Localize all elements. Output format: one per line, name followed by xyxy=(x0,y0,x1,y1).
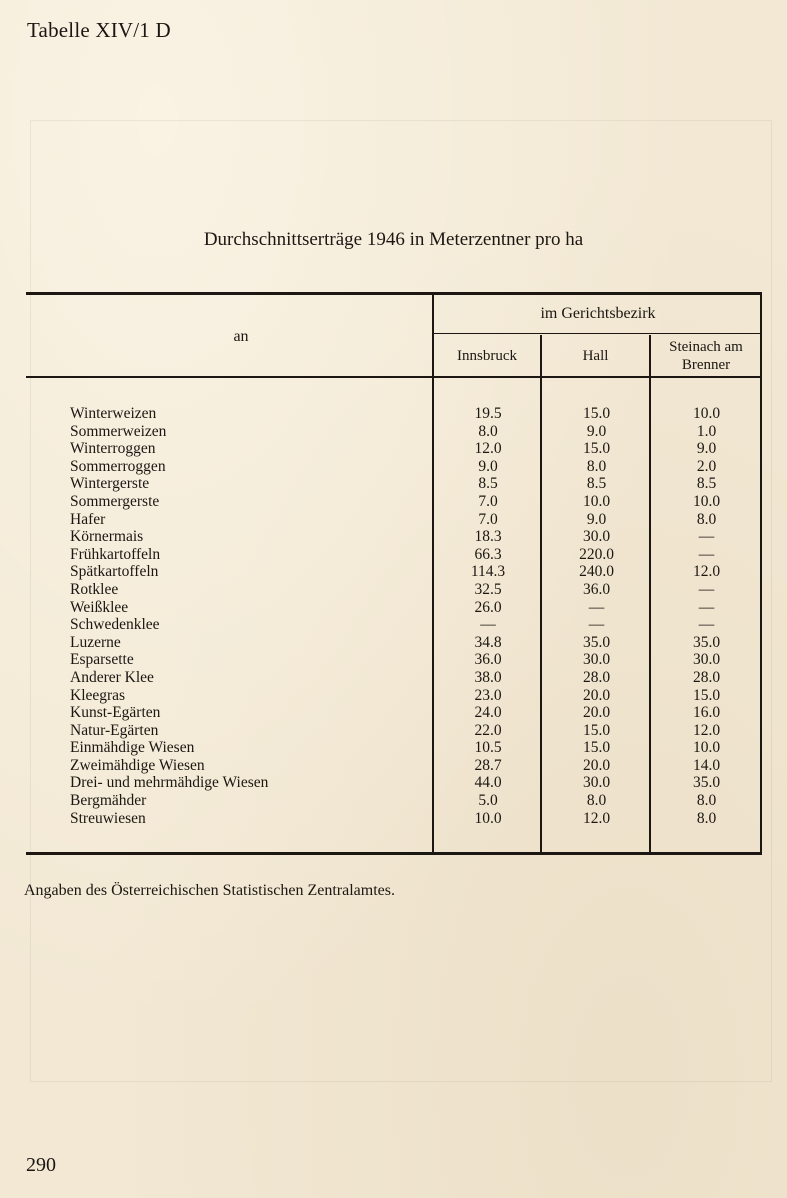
table-row xyxy=(26,722,762,740)
hall-value-cell: 240.0 xyxy=(579,563,614,581)
crop-name-cell: Frühkartoffeln xyxy=(70,545,161,563)
hall-value-cell: 30.0 xyxy=(582,774,611,792)
hall-value-cell: 20.0 xyxy=(582,686,611,704)
table-row xyxy=(26,651,762,669)
source-footnote: Angaben des Österreichischen Statistischen Zentralamtes. xyxy=(24,882,395,899)
table-row xyxy=(26,687,762,705)
page-number: 290 xyxy=(26,1154,56,1176)
table-row xyxy=(26,634,762,652)
innsbruck-value-cell: 26.0 xyxy=(474,598,502,616)
column-header-steinach: Steinach am Brenner xyxy=(669,339,743,373)
crop-name-cell: Esparsette xyxy=(70,651,134,669)
crop-name-cell: Zweimähdige Wiesen xyxy=(70,756,205,774)
innsbruck-value-cell: 18.3 xyxy=(474,528,502,546)
hall-value-cell: 9.0 xyxy=(586,422,607,440)
group-header-rule xyxy=(432,333,762,334)
hall-value-cell: — xyxy=(588,616,605,634)
steinach-value-cell: 1.0 xyxy=(696,422,717,440)
hall-value-cell: 20.0 xyxy=(582,756,611,774)
steinach-value-cell: 10.0 xyxy=(692,405,721,422)
innsbruck-value-cell: 22.0 xyxy=(474,721,502,739)
crop-name-cell: Körnermais xyxy=(70,528,144,546)
hall-value-cell: 30.0 xyxy=(582,651,611,669)
innsbruck-value-cell: 10.5 xyxy=(474,739,502,757)
steinach-value-cell: 12.0 xyxy=(692,563,721,581)
hall-value-cell: 10.0 xyxy=(582,492,611,510)
header-rule xyxy=(26,376,762,378)
crop-name-cell: Luzerne xyxy=(70,633,121,651)
table-row xyxy=(26,704,762,722)
crop-name-cell: Schwedenklee xyxy=(70,616,160,634)
hall-value-cell: 8.0 xyxy=(586,457,607,475)
innsbruck-value-cell: 5.0 xyxy=(478,792,498,810)
crop-name-cell: Rotklee xyxy=(70,580,119,598)
crop-name-cell: Weißklee xyxy=(70,598,129,616)
steinach-value-cell: 8.0 xyxy=(696,510,717,528)
steinach-value-cell: — xyxy=(698,580,715,598)
steinach-value-cell: 12.0 xyxy=(692,721,721,739)
crop-name-cell: Sommergerste xyxy=(70,492,160,510)
crop-name-cell: Anderer Klee xyxy=(70,668,154,686)
crop-name-cell: Sommerroggen xyxy=(70,457,166,475)
table-row xyxy=(26,581,762,599)
innsbruck-value-cell: 44.0 xyxy=(474,774,502,792)
steinach-value-cell: 35.0 xyxy=(692,633,721,651)
table-row xyxy=(26,599,762,617)
hall-value-cell: — xyxy=(588,598,605,616)
yield-table xyxy=(26,292,762,855)
hall-value-cell: 15.0 xyxy=(582,721,611,739)
steinach-value-cell: 10.0 xyxy=(692,739,721,757)
hall-value-cell: 36.0 xyxy=(582,580,611,598)
steinach-value-cell: — xyxy=(698,545,715,563)
crop-name-cell: Drei- und mehrmähdige Wiesen xyxy=(70,774,269,792)
innsbruck-value-cell: 114.3 xyxy=(470,563,506,581)
crop-name-cell: Einmähdige Wiesen xyxy=(70,739,195,757)
innsbruck-value-cell: 9.0 xyxy=(478,457,498,475)
crop-name-cell: Wintergerste xyxy=(70,475,150,493)
innsbruck-value-cell: 38.0 xyxy=(474,668,502,686)
innsbruck-value-cell: 66.3 xyxy=(474,545,502,563)
hall-value-cell: 9.0 xyxy=(586,510,607,528)
hall-value-cell: 15.0 xyxy=(582,440,611,458)
steinach-value-cell: 10.0 xyxy=(692,492,721,510)
hall-value-cell: 15.0 xyxy=(582,739,611,757)
crop-name-cell: Hafer xyxy=(70,510,106,528)
steinach-value-cell: 35.0 xyxy=(692,774,721,792)
steinach-value-cell: 28.0 xyxy=(692,668,721,686)
innsbruck-value-cell: 23.0 xyxy=(474,686,502,704)
crop-name-cell: Kleegras xyxy=(70,686,126,704)
table-row xyxy=(26,511,762,529)
steinach-value-cell: — xyxy=(698,616,715,634)
table-row xyxy=(26,757,762,775)
innsbruck-value-cell: 8.5 xyxy=(478,475,498,493)
crop-name-cell: Kunst-Egärten xyxy=(70,704,161,722)
hall-value-cell: 8.0 xyxy=(586,792,607,810)
table-row xyxy=(26,792,762,810)
table-row xyxy=(26,458,762,476)
table-row xyxy=(26,475,762,493)
innsbruck-value-cell: 7.0 xyxy=(478,492,498,510)
innsbruck-value-cell: 28.7 xyxy=(474,756,502,774)
crop-name-cell: Natur-Egärten xyxy=(70,721,159,739)
table-row xyxy=(26,774,762,792)
crop-name-cell: Spätkartoffeln xyxy=(70,563,159,581)
crop-name-cell: Streuwiesen xyxy=(70,809,146,827)
table-row xyxy=(26,739,762,757)
steinach-value-cell: 8.0 xyxy=(696,809,717,827)
table-row xyxy=(26,528,762,546)
innsbruck-value-cell: 7.0 xyxy=(478,510,498,528)
table-row xyxy=(26,546,762,564)
table-row xyxy=(26,616,762,634)
innsbruck-value-cell: 8.0 xyxy=(478,422,498,440)
table-reference-label: Tabelle XIV/1 D xyxy=(27,18,171,42)
innsbruck-value-cell: 24.0 xyxy=(474,704,502,722)
innsbruck-value-cell: 10.0 xyxy=(474,809,502,827)
crop-name-cell: Winterweizen xyxy=(70,405,157,422)
steinach-value-cell: 9.0 xyxy=(696,440,717,458)
hall-value-cell: 220.0 xyxy=(579,545,614,563)
group-header: im Gerichtsbezirk xyxy=(540,305,656,322)
steinach-value-cell: — xyxy=(698,528,715,546)
table-row xyxy=(26,669,762,687)
hall-value-cell: 15.0 xyxy=(582,405,611,422)
innsbruck-value-cell: 12.0 xyxy=(474,440,502,458)
table-row xyxy=(26,440,762,458)
table-row xyxy=(26,423,762,441)
steinach-value-cell: 8.5 xyxy=(696,475,717,493)
steinach-value-cell: 14.0 xyxy=(692,756,721,774)
crop-name-cell: Bergmähder xyxy=(70,792,147,810)
hall-value-cell: 30.0 xyxy=(582,528,611,546)
steinach-value-cell: 8.0 xyxy=(696,792,717,810)
innsbruck-value-cell: 36.0 xyxy=(474,651,502,669)
table-body xyxy=(26,405,762,827)
steinach-value-cell: 2.0 xyxy=(696,457,717,475)
row-header: an xyxy=(233,328,249,345)
table-row xyxy=(26,493,762,511)
steinach-value-cell: 16.0 xyxy=(692,704,721,722)
innsbruck-value-cell: 19.5 xyxy=(474,405,502,422)
steinach-value-cell: 15.0 xyxy=(692,686,721,704)
innsbruck-value-cell: — xyxy=(480,616,496,634)
hall-value-cell: 8.5 xyxy=(586,475,607,493)
innsbruck-value-cell: 32.5 xyxy=(474,580,502,598)
steinach-value-cell: 30.0 xyxy=(692,651,721,669)
steinach-value-cell: — xyxy=(698,598,715,616)
hall-value-cell: 12.0 xyxy=(582,809,611,827)
table-title: Durchschnittserträge 1946 in Meterzentner pro ha xyxy=(203,229,584,250)
hall-value-cell: 28.0 xyxy=(582,668,611,686)
hall-value-cell: 20.0 xyxy=(582,704,611,722)
table-row xyxy=(26,563,762,581)
table-row xyxy=(26,810,762,828)
crop-name-cell: Sommerweizen xyxy=(70,422,167,440)
table-row xyxy=(26,405,762,423)
innsbruck-value-cell: 34.8 xyxy=(474,633,502,651)
column-header-innsbruck: Innsbruck xyxy=(457,348,517,364)
hall-value-cell: 35.0 xyxy=(582,633,611,651)
crop-name-cell: Winterroggen xyxy=(70,440,156,458)
column-header-hall: Hall xyxy=(582,348,609,364)
